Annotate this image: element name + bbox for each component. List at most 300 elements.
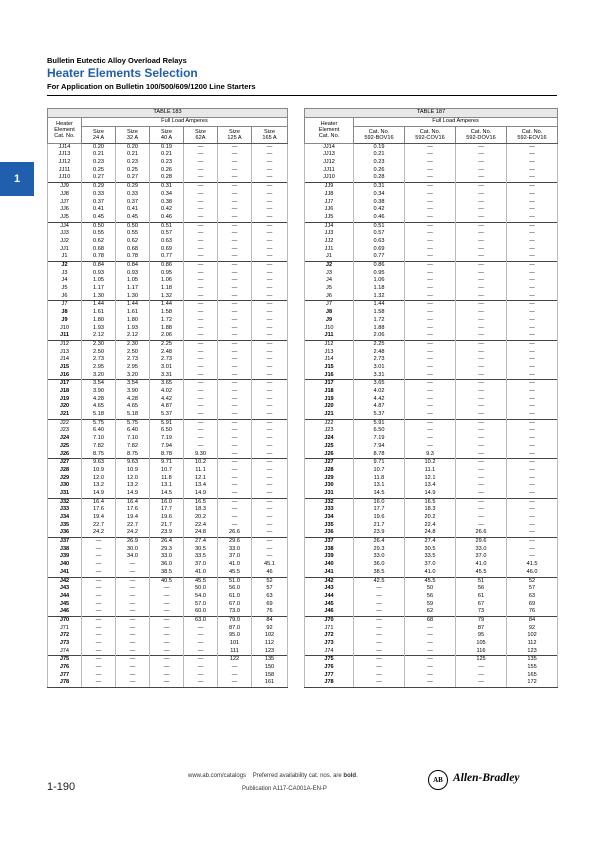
amperes-cell: 1.05 bbox=[116, 277, 150, 285]
amperes-cell: 0.34 bbox=[354, 191, 405, 199]
amperes-cell: 56 bbox=[405, 593, 456, 601]
heater-element-cell: J30 bbox=[305, 482, 354, 490]
table-row bbox=[48, 538, 288, 546]
amperes-cell: — bbox=[252, 553, 288, 561]
amperes-cell: 13.4 bbox=[405, 482, 456, 490]
amperes-cell: — bbox=[456, 490, 507, 498]
amperes-cell: — bbox=[150, 593, 184, 601]
amperes-cell: 21.7 bbox=[354, 522, 405, 530]
amperes-cell: 4.42 bbox=[354, 396, 405, 404]
amperes-cell: 2.73 bbox=[150, 356, 184, 364]
amperes-cell: 4.87 bbox=[354, 403, 405, 411]
amperes-cell: 0.55 bbox=[116, 230, 150, 238]
amperes-cell: 24.2 bbox=[116, 529, 150, 537]
amperes-cell: 54.0 bbox=[184, 593, 218, 601]
amperes-cell: — bbox=[218, 356, 252, 364]
amperes-cell: 4.87 bbox=[150, 403, 184, 411]
amperes-cell: 17.7 bbox=[354, 506, 405, 514]
amperes-cell: — bbox=[252, 427, 288, 435]
amperes-cell: 0.20 bbox=[82, 143, 116, 151]
amperes-cell: 95 bbox=[456, 632, 507, 640]
amperes-cell: 0.69 bbox=[354, 246, 405, 254]
heater-element-cell: J13 bbox=[48, 349, 82, 357]
amperes-cell: — bbox=[252, 222, 288, 230]
amperes-cell: 41.0 bbox=[184, 569, 218, 577]
amperes-cell: — bbox=[456, 340, 507, 348]
amperes-cell: 16.5 bbox=[184, 498, 218, 506]
amperes-cell: — bbox=[354, 608, 405, 616]
table-row bbox=[305, 372, 558, 380]
heater-element-cell: J8 bbox=[305, 309, 354, 317]
amperes-cell: 33.0 bbox=[150, 553, 184, 561]
amperes-cell: 23.9 bbox=[354, 529, 405, 537]
amperes-cell: 1.17 bbox=[82, 285, 116, 293]
amperes-cell: — bbox=[184, 270, 218, 278]
amperes-cell: — bbox=[218, 230, 252, 238]
amperes-cell: 0.63 bbox=[150, 238, 184, 246]
heater-element-cell: J1 bbox=[48, 253, 82, 261]
amperes-cell: 12.1 bbox=[184, 475, 218, 483]
amperes-cell: 2.25 bbox=[354, 340, 405, 348]
amperes-cell: — bbox=[218, 372, 252, 380]
heater-element-cell: J39 bbox=[305, 553, 354, 561]
heater-element-cell: J16 bbox=[48, 372, 82, 380]
heater-element-cell: J20 bbox=[305, 403, 354, 411]
amperes-cell: 0.31 bbox=[150, 183, 184, 191]
heater-element-cell: J24 bbox=[48, 435, 82, 443]
amperes-cell: 0.69 bbox=[150, 246, 184, 254]
amperes-cell: 3.54 bbox=[82, 380, 116, 388]
amperes-cell: — bbox=[184, 427, 218, 435]
table-row bbox=[48, 253, 288, 261]
table-row bbox=[305, 167, 558, 175]
heater-element-cell: J26 bbox=[48, 451, 82, 459]
amperes-cell: — bbox=[456, 396, 507, 404]
amperes-cell: 0.21 bbox=[354, 151, 405, 159]
table-row bbox=[48, 325, 288, 333]
amperes-cell: — bbox=[116, 601, 150, 609]
amperes-cell: 45.5 bbox=[218, 569, 252, 577]
amperes-cell: — bbox=[116, 569, 150, 577]
amperes-cell: — bbox=[184, 159, 218, 167]
amperes-cell: 10.9 bbox=[116, 467, 150, 475]
heater-element-cell: J22 bbox=[305, 419, 354, 427]
amperes-cell: — bbox=[184, 214, 218, 222]
amperes-cell: 26.4 bbox=[150, 538, 184, 546]
amperes-cell: 73 bbox=[456, 608, 507, 616]
amperes-cell: 5.18 bbox=[82, 411, 116, 419]
amperes-cell: 2.12 bbox=[116, 332, 150, 340]
table-row bbox=[48, 467, 288, 475]
table-row bbox=[48, 546, 288, 554]
amperes-cell: 2.50 bbox=[82, 349, 116, 357]
table-row bbox=[48, 143, 288, 151]
amperes-cell: 14.5 bbox=[354, 490, 405, 498]
amperes-cell: 84 bbox=[507, 616, 558, 624]
amperes-cell: — bbox=[184, 246, 218, 254]
amperes-cell: — bbox=[507, 419, 558, 427]
amperes-cell: 9.63 bbox=[82, 459, 116, 467]
amperes-cell: — bbox=[507, 490, 558, 498]
amperes-cell: — bbox=[507, 214, 558, 222]
heater-element-cell: J11 bbox=[305, 332, 354, 340]
amperes-cell: — bbox=[456, 309, 507, 317]
amperes-cell: 0.41 bbox=[82, 206, 116, 214]
table-row bbox=[305, 648, 558, 656]
heater-element-cell: JJ8 bbox=[305, 191, 354, 199]
column-header: Size 32 A bbox=[116, 126, 150, 143]
heater-element-cell: J7 bbox=[48, 301, 82, 309]
heater-element-cell: J73 bbox=[305, 640, 354, 648]
heater-element-cell: J45 bbox=[48, 601, 82, 609]
amperes-cell: 0.19 bbox=[354, 143, 405, 151]
amperes-cell: — bbox=[456, 364, 507, 372]
amperes-cell: — bbox=[405, 293, 456, 301]
amperes-cell: — bbox=[456, 411, 507, 419]
amperes-cell: 0.41 bbox=[116, 206, 150, 214]
amperes-cell: 2.73 bbox=[354, 356, 405, 364]
amperes-cell: — bbox=[507, 506, 558, 514]
table-row bbox=[48, 293, 288, 301]
amperes-cell: 22.7 bbox=[116, 522, 150, 530]
amperes-cell: — bbox=[218, 222, 252, 230]
heater-element-cell: J6 bbox=[48, 293, 82, 301]
table-row bbox=[305, 632, 558, 640]
amperes-cell: — bbox=[252, 253, 288, 261]
heater-element-cell: JJ7 bbox=[48, 199, 82, 207]
amperes-cell: — bbox=[184, 679, 218, 687]
amperes-cell: — bbox=[218, 514, 252, 522]
amperes-cell: — bbox=[252, 506, 288, 514]
heater-element-cell: J20 bbox=[48, 403, 82, 411]
table-row bbox=[305, 246, 558, 254]
amperes-cell: 46 bbox=[252, 569, 288, 577]
amperes-cell: 33.0 bbox=[456, 546, 507, 554]
amperes-cell: 161 bbox=[252, 679, 288, 687]
amperes-cell: — bbox=[252, 380, 288, 388]
amperes-cell: — bbox=[150, 656, 184, 664]
table-row bbox=[48, 679, 288, 687]
heater-element-cell: J41 bbox=[48, 569, 82, 577]
amperes-cell: — bbox=[456, 356, 507, 364]
amperes-cell: 2.73 bbox=[82, 356, 116, 364]
amperes-cell: 10.2 bbox=[405, 459, 456, 467]
amperes-cell: 9.3 bbox=[405, 451, 456, 459]
amperes-cell: 14.9 bbox=[82, 490, 116, 498]
amperes-cell: — bbox=[116, 616, 150, 624]
amperes-cell: — bbox=[252, 159, 288, 167]
heater-element-cell: J42 bbox=[305, 577, 354, 585]
amperes-cell: 111 bbox=[218, 648, 252, 656]
heater-element-cell: JJ9 bbox=[305, 183, 354, 191]
amperes-cell: — bbox=[507, 246, 558, 254]
amperes-cell: 36.0 bbox=[354, 561, 405, 569]
amperes-cell: 19.4 bbox=[116, 514, 150, 522]
heater-element-cell: J33 bbox=[48, 506, 82, 514]
amperes-cell: — bbox=[354, 640, 405, 648]
amperes-cell: — bbox=[405, 372, 456, 380]
amperes-cell: 135 bbox=[507, 656, 558, 664]
amperes-cell: 9.71 bbox=[150, 459, 184, 467]
amperes-cell: — bbox=[252, 514, 288, 522]
amperes-cell: 0.95 bbox=[150, 270, 184, 278]
table-row bbox=[305, 396, 558, 404]
heater-element-cell: J17 bbox=[48, 380, 82, 388]
amperes-cell: — bbox=[252, 538, 288, 546]
table-row bbox=[48, 561, 288, 569]
amperes-cell: — bbox=[116, 632, 150, 640]
table-row bbox=[48, 372, 288, 380]
table-row bbox=[305, 293, 558, 301]
amperes-cell: 12.0 bbox=[116, 475, 150, 483]
amperes-cell: 0.55 bbox=[82, 230, 116, 238]
amperes-cell: 135 bbox=[252, 656, 288, 664]
amperes-cell: — bbox=[184, 191, 218, 199]
amperes-cell: — bbox=[184, 664, 218, 672]
amperes-cell: — bbox=[507, 443, 558, 451]
amperes-cell: 30.5 bbox=[184, 546, 218, 554]
amperes-cell: — bbox=[507, 514, 558, 522]
heater-element-cell: J23 bbox=[48, 427, 82, 435]
amperes-cell: — bbox=[252, 270, 288, 278]
amperes-cell: 0.21 bbox=[82, 151, 116, 159]
table-row bbox=[305, 230, 558, 238]
amperes-cell: 1.17 bbox=[116, 285, 150, 293]
amperes-cell: — bbox=[405, 340, 456, 348]
amperes-cell: — bbox=[252, 167, 288, 175]
publication-number: Publication A117-CA001A-EN-P bbox=[242, 786, 327, 792]
table-row bbox=[48, 529, 288, 537]
amperes-cell: — bbox=[456, 174, 507, 182]
amperes-cell: — bbox=[184, 388, 218, 396]
amperes-cell: — bbox=[184, 356, 218, 364]
amperes-cell: 0.45 bbox=[116, 214, 150, 222]
amperes-cell: — bbox=[184, 301, 218, 309]
amperes-cell: — bbox=[218, 506, 252, 514]
amperes-cell: — bbox=[456, 514, 507, 522]
amperes-cell: 29.6 bbox=[456, 538, 507, 546]
heater-element-cell: JJ9 bbox=[48, 183, 82, 191]
amperes-cell: 2.48 bbox=[354, 349, 405, 357]
amperes-cell: 0.27 bbox=[116, 174, 150, 182]
table-row bbox=[48, 199, 288, 207]
amperes-cell: 73.0 bbox=[218, 608, 252, 616]
heater-element-cell: J27 bbox=[48, 459, 82, 467]
heater-element-cell: J78 bbox=[305, 679, 354, 687]
amperes-cell: — bbox=[252, 443, 288, 451]
heater-element-cell: J70 bbox=[305, 616, 354, 624]
heater-element-cell: J25 bbox=[48, 443, 82, 451]
amperes-cell: 6.40 bbox=[82, 427, 116, 435]
amperes-cell: — bbox=[218, 301, 252, 309]
heater-element-cell: JJ4 bbox=[48, 222, 82, 230]
amperes-cell: 0.93 bbox=[116, 270, 150, 278]
amperes-cell: — bbox=[252, 546, 288, 554]
amperes-cell: 40.5 bbox=[150, 577, 184, 585]
amperes-cell: — bbox=[507, 427, 558, 435]
amperes-cell: 17.7 bbox=[150, 506, 184, 514]
amperes-cell: 0.57 bbox=[150, 230, 184, 238]
amperes-cell: 8.75 bbox=[82, 451, 116, 459]
amperes-cell: — bbox=[184, 325, 218, 333]
amperes-cell: 0.38 bbox=[150, 199, 184, 207]
amperes-cell: 3.90 bbox=[82, 388, 116, 396]
footer-note: www.ab.com/catalogs Preferred availability cat. nos. are bold. bbox=[188, 773, 358, 779]
amperes-cell: — bbox=[218, 364, 252, 372]
amperes-cell: — bbox=[218, 475, 252, 483]
table-row bbox=[305, 522, 558, 530]
amperes-cell: — bbox=[456, 372, 507, 380]
amperes-cell: — bbox=[218, 183, 252, 191]
amperes-cell: 41.0 bbox=[218, 561, 252, 569]
amperes-cell: 1.88 bbox=[354, 325, 405, 333]
amperes-cell: — bbox=[405, 262, 456, 270]
catalog-url[interactable]: www.ab.com/catalogs bbox=[188, 773, 247, 779]
amperes-cell: — bbox=[507, 522, 558, 530]
table-row bbox=[48, 482, 288, 490]
heater-element-cell: J2 bbox=[48, 262, 82, 270]
amperes-cell: — bbox=[507, 435, 558, 443]
amperes-cell: — bbox=[252, 467, 288, 475]
amperes-cell: 68 bbox=[405, 616, 456, 624]
amperes-cell: — bbox=[354, 625, 405, 633]
amperes-cell: — bbox=[507, 498, 558, 506]
amperes-cell: 6.50 bbox=[354, 427, 405, 435]
amperes-cell: 3.01 bbox=[150, 364, 184, 372]
amperes-cell: 2.73 bbox=[116, 356, 150, 364]
amperes-cell: — bbox=[507, 356, 558, 364]
amperes-cell: 4.28 bbox=[116, 396, 150, 404]
amperes-cell: 0.50 bbox=[116, 222, 150, 230]
table-row bbox=[48, 332, 288, 340]
amperes-cell: 123 bbox=[252, 648, 288, 656]
table-row bbox=[305, 325, 558, 333]
amperes-cell: — bbox=[354, 632, 405, 640]
amperes-cell: — bbox=[252, 230, 288, 238]
heater-element-cell: J74 bbox=[305, 648, 354, 656]
amperes-cell: — bbox=[218, 490, 252, 498]
amperes-cell: — bbox=[405, 183, 456, 191]
amperes-cell: — bbox=[405, 317, 456, 325]
amperes-cell: — bbox=[218, 277, 252, 285]
amperes-cell: — bbox=[405, 388, 456, 396]
amperes-cell: 116 bbox=[456, 648, 507, 656]
table-row bbox=[305, 285, 558, 293]
amperes-cell: 0.26 bbox=[354, 167, 405, 175]
heater-element-cell: J14 bbox=[48, 356, 82, 364]
table-row bbox=[305, 214, 558, 222]
heater-element-cell: J2 bbox=[305, 262, 354, 270]
table-row bbox=[48, 656, 288, 664]
table-row bbox=[48, 419, 288, 427]
amperes-cell: — bbox=[456, 293, 507, 301]
amperes-cell: 1.30 bbox=[82, 293, 116, 301]
amperes-cell: 26.9 bbox=[116, 538, 150, 546]
column-header: Cat. No. 592-BOV16 bbox=[354, 126, 405, 143]
amperes-cell: — bbox=[116, 593, 150, 601]
amperes-cell: 24.8 bbox=[184, 529, 218, 537]
amperes-cell: — bbox=[184, 222, 218, 230]
heater-element-header: Heater Element Cat. No. bbox=[48, 118, 82, 144]
table-row bbox=[48, 317, 288, 325]
amperes-cell: 63 bbox=[507, 593, 558, 601]
amperes-cell: — bbox=[507, 159, 558, 167]
heater-element-cell: J11 bbox=[48, 332, 82, 340]
amperes-cell: 5.18 bbox=[116, 411, 150, 419]
heater-element-cell: J41 bbox=[305, 569, 354, 577]
amperes-cell: 1.58 bbox=[354, 309, 405, 317]
amperes-cell: 4.02 bbox=[150, 388, 184, 396]
table-row bbox=[48, 522, 288, 530]
table-row bbox=[48, 159, 288, 167]
amperes-cell: 0.23 bbox=[354, 159, 405, 167]
amperes-cell: — bbox=[116, 648, 150, 656]
amperes-cell: 17.6 bbox=[82, 506, 116, 514]
heater-element-cell: J24 bbox=[305, 435, 354, 443]
heater-element-cell: JJ5 bbox=[48, 214, 82, 222]
table-row bbox=[305, 616, 558, 624]
amperes-cell: — bbox=[405, 664, 456, 672]
table-row bbox=[305, 608, 558, 616]
table-row bbox=[48, 403, 288, 411]
amperes-cell: 13.2 bbox=[116, 482, 150, 490]
amperes-cell: 10.7 bbox=[354, 467, 405, 475]
amperes-cell: 52 bbox=[252, 577, 288, 585]
heater-element-cell: J76 bbox=[305, 664, 354, 672]
table-row bbox=[305, 277, 558, 285]
amperes-cell: — bbox=[218, 262, 252, 270]
amperes-cell: 7.94 bbox=[150, 443, 184, 451]
amperes-cell: 14.5 bbox=[150, 490, 184, 498]
amperes-cell: — bbox=[456, 332, 507, 340]
amperes-cell: 1.72 bbox=[354, 317, 405, 325]
amperes-cell: — bbox=[405, 246, 456, 254]
amperes-cell: 0.77 bbox=[354, 253, 405, 261]
amperes-cell: — bbox=[184, 435, 218, 443]
amperes-cell: 84 bbox=[252, 616, 288, 624]
amperes-cell: — bbox=[252, 372, 288, 380]
heater-element-cell: J29 bbox=[48, 475, 82, 483]
table-row bbox=[305, 364, 558, 372]
amperes-cell: — bbox=[218, 253, 252, 261]
amperes-cell: — bbox=[405, 672, 456, 680]
table-row bbox=[48, 506, 288, 514]
amperes-cell: 12.1 bbox=[405, 475, 456, 483]
amperes-cell: — bbox=[82, 538, 116, 546]
amperes-cell: 0.28 bbox=[150, 174, 184, 182]
amperes-cell: 7.19 bbox=[354, 435, 405, 443]
amperes-cell: 0.20 bbox=[116, 143, 150, 151]
amperes-cell: 1.58 bbox=[150, 309, 184, 317]
amperes-cell: — bbox=[507, 403, 558, 411]
amperes-cell: 27.4 bbox=[184, 538, 218, 546]
amperes-cell: — bbox=[507, 482, 558, 490]
amperes-cell: — bbox=[218, 349, 252, 357]
amperes-cell: — bbox=[218, 293, 252, 301]
table-row bbox=[305, 380, 558, 388]
amperes-cell: — bbox=[507, 317, 558, 325]
amperes-cell: 0.86 bbox=[150, 262, 184, 270]
amperes-cell: 26.6 bbox=[218, 529, 252, 537]
heater-element-cell: J38 bbox=[48, 546, 82, 554]
amperes-cell: — bbox=[218, 238, 252, 246]
amperes-cell: — bbox=[456, 301, 507, 309]
amperes-cell: 0.57 bbox=[354, 230, 405, 238]
amperes-cell: 33.0 bbox=[218, 546, 252, 554]
amperes-cell: — bbox=[507, 380, 558, 388]
amperes-cell: 21.7 bbox=[150, 522, 184, 530]
amperes-cell: — bbox=[405, 199, 456, 207]
